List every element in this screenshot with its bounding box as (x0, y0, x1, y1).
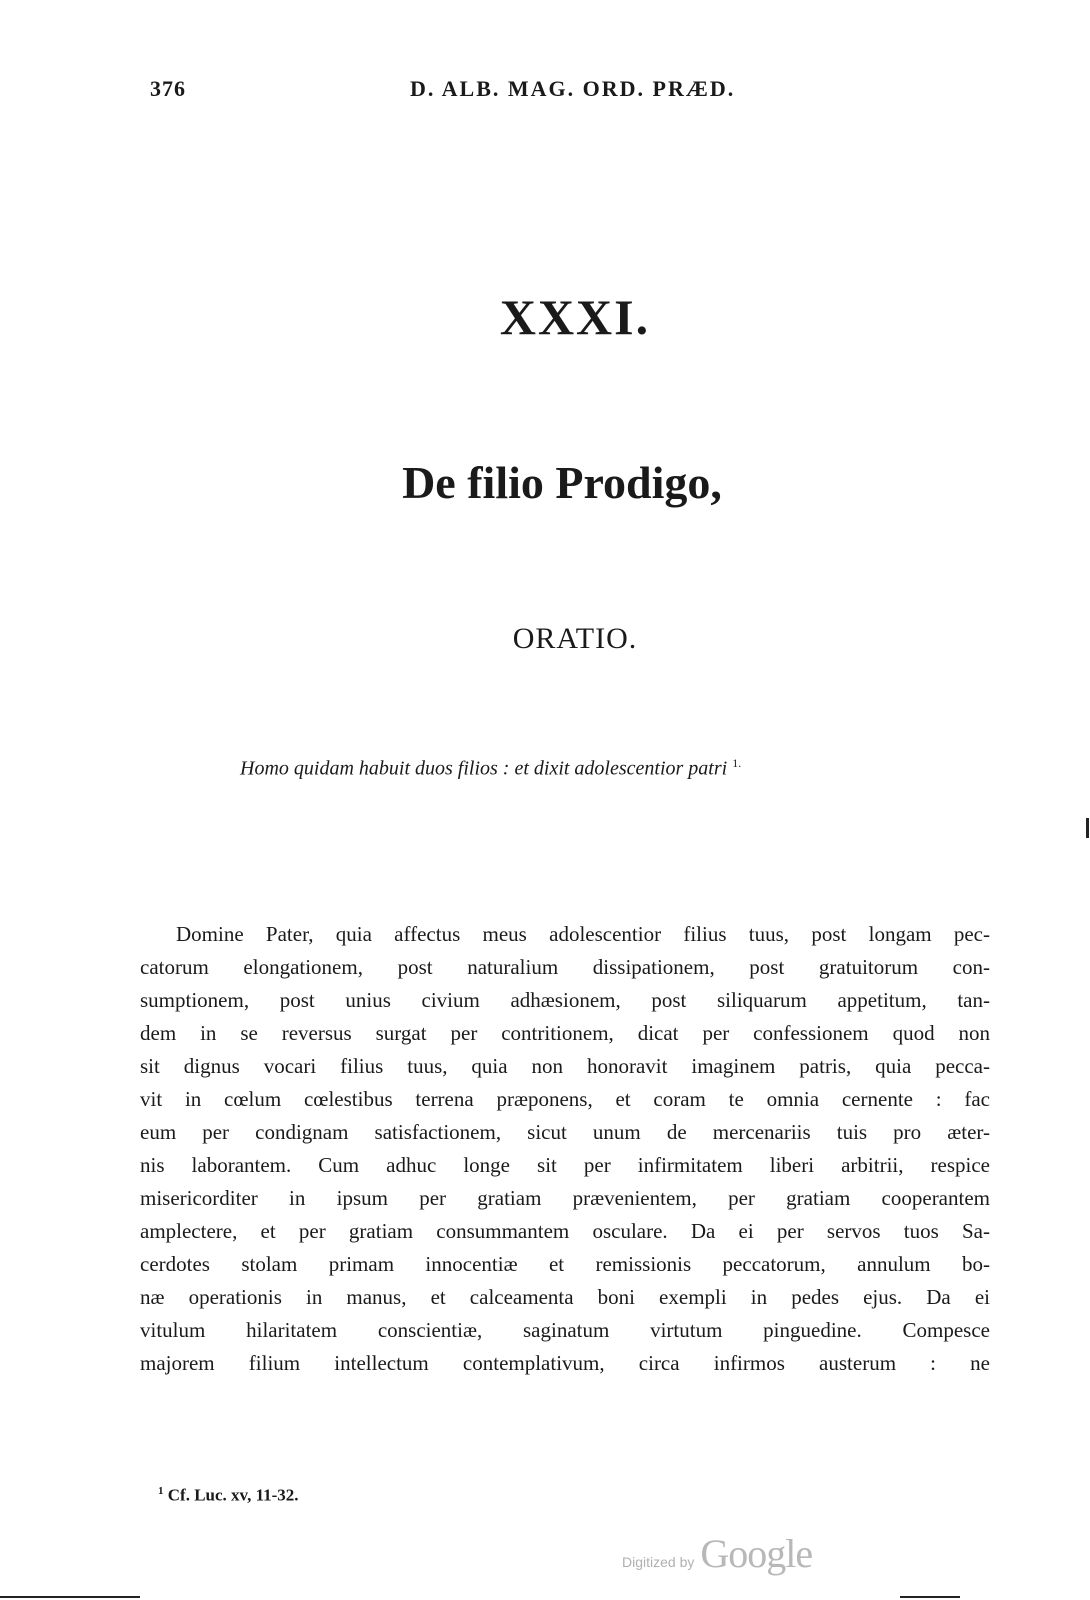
running-title: D. ALB. MAG. ORD. PRÆD. (410, 76, 736, 101)
scan-edge-mark (1086, 818, 1089, 838)
page-number: 376 (150, 76, 186, 101)
epigraph-text: Homo quidam habuit duos filios : et dixit adolescentior patri (240, 757, 728, 780)
body-line: sit dignus vocari filius tuus, quia non honoravit imaginem patris, quia pecca- (140, 1054, 990, 1078)
body-line: catorum elongationem, post naturalium dissipationem, post gratuitorum con- (140, 955, 990, 979)
chapter-title: De filio Prodigo, (402, 457, 722, 508)
running-head (0, 76, 1090, 106)
body-line: cerdotes stolam primam innocentiæ et remissionis peccatorum, annulum bo- (140, 1252, 990, 1276)
google-logo: Google (700, 1531, 813, 1576)
body-line: majorem filium intellectum contemplativum, circa infirmos austerum : ne (140, 1351, 990, 1375)
watermark-prefix: Digitized by (622, 1554, 695, 1570)
body-text (140, 918, 990, 1380)
body-line: sumptionem, post unius civium adhæsionem, post siliquarum appetitum, tan- (140, 988, 990, 1012)
body-line: nis laborantem. Cum adhuc longe sit per infirmitatem liberi arbitrii, respice (140, 1153, 990, 1177)
scan-edge-rule (0, 1596, 140, 1598)
body-line: Domine Pater, quia affectus meus adolescentior filius tuus, post longam pec- (176, 922, 990, 946)
digitization-watermark (622, 1530, 813, 1576)
body-line: amplectere, et per gratiam consummantem osculare. Da ei per servos tuos Sa- (140, 1219, 990, 1243)
footnote-text: Cf. Luc. xv, 11-32. (167, 1485, 299, 1505)
body-line: næ operationis in manus, et calceamenta boni exempli in pedes ejus. Da ei (140, 1285, 990, 1309)
footnote-reference: 1. (732, 756, 742, 770)
body-line: dem in se reversus surgat per contritionem, dicat per confessionem quod non (140, 1021, 990, 1045)
chapter-number: XXXI. (499, 289, 651, 345)
footnote (158, 1485, 299, 1506)
body-line: eum per condignam satisfactionem, sicut unum de mercenariis tuis pro æter- (140, 1120, 990, 1144)
body-line: misericorditer in ipsum per gratiam prævenientem, per gratiam cooperantem (140, 1186, 990, 1210)
footnote-marker: 1 (158, 1485, 164, 1497)
body-line: vit in cœlum cœlestibus terrena præponens, et coram te omnia cernente : fac (140, 1087, 990, 1111)
section-heading: ORATIO. (512, 622, 638, 655)
epigraph (240, 756, 741, 781)
body-line: vitulum hilaritatem conscientiæ, saginatum virtutum pinguedine. Compesce (140, 1318, 990, 1342)
scan-edge-rule (900, 1596, 960, 1598)
